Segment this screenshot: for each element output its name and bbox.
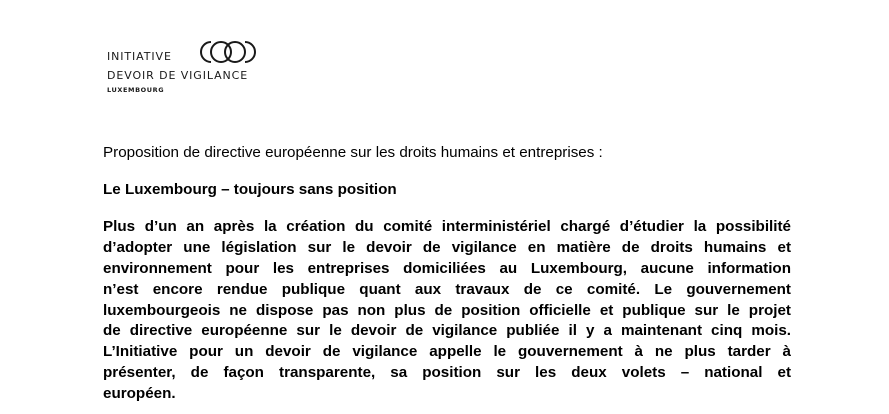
- logo-text-luxembourg: LUXEMBOURG: [107, 86, 165, 94]
- lead-paragraph: [103, 217, 791, 405]
- document-headline: Le Luxembourg – toujours sans position: [103, 181, 397, 198]
- lead-line: de directive européenne sur le devoir de vigilance publiée il y a maintenant cinq mois.: [103, 322, 791, 340]
- logo-text-initiative: INITIATIVE: [107, 50, 172, 63]
- three-linked-rings-icon: [195, 39, 265, 65]
- document-subtitle: Proposition de directive européenne sur les droits humains et entreprises :: [103, 144, 603, 161]
- logo-text-devoir: DEVOIR DE VIGILANCE: [107, 69, 249, 82]
- lead-line: Plus d’un an après la création du comité interministériel chargé d’étudier la possibilité: [103, 218, 791, 235]
- lead-line: d’adopter une législation sur le devoir de vigilance en matière de droits humains et: [103, 238, 791, 256]
- organization-logo: [107, 39, 277, 99]
- lead-line: n’est encore rendue publique quant aux travaux de ce comité. Le gouvernement: [103, 280, 791, 298]
- lead-line: luxembourgeois ne dispose pas non plus de position officielle et publique sur le projet: [103, 301, 791, 319]
- lead-line: présenter, de façon transparente, sa position sur les deux volets – national et: [103, 364, 791, 382]
- lead-line: L’Initiative pour un devoir de vigilance appelle le gouvernement à ne plus tarder à: [103, 343, 791, 361]
- lead-line: environnement pour les entreprises domiciliées au Luxembourg, aucune information: [103, 259, 791, 277]
- lead-line: européen.: [103, 385, 176, 403]
